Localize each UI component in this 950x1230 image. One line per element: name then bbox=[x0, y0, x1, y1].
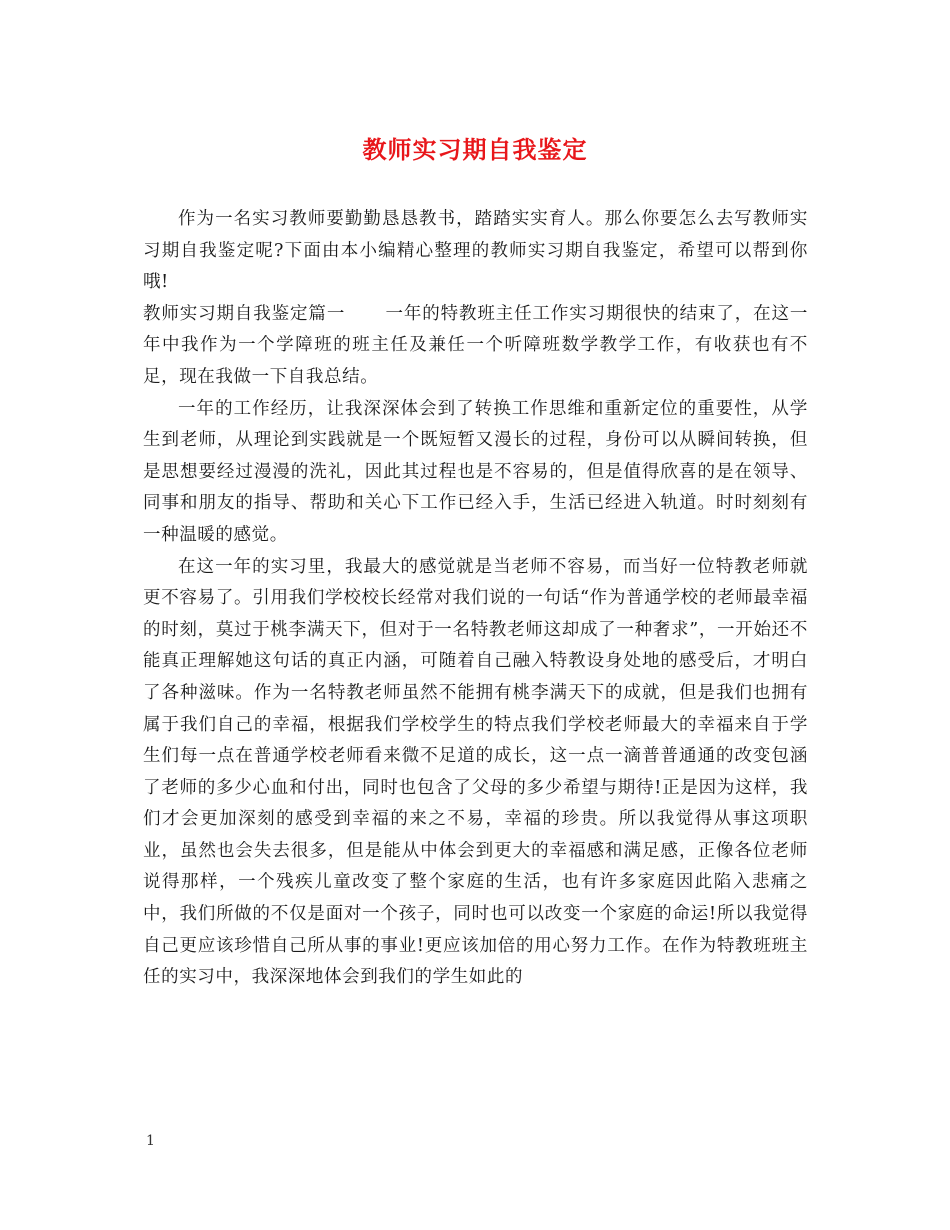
document-body bbox=[143, 204, 808, 994]
page-number: 1 bbox=[146, 1133, 155, 1149]
section-paragraph bbox=[143, 299, 808, 394]
section-heading: 教师实习期自我鉴定篇一 bbox=[143, 303, 346, 324]
document-title: 教师实习期自我鉴定 bbox=[362, 135, 588, 164]
section-first-text: 一年的特教班主任工作实习期很快的结束了，在这一年中我作为一个学障班的班主任及兼任一个听障班数学教学工作，有收获也有不足，现在我做一下自我总结。 bbox=[143, 303, 808, 387]
intro-paragraph: 作为一名实习教师要勤勤恳恳教书，踏踏实实育人。那么你要怎么去写教师实习期自我鉴定呢?下面由本小编精心整理的教师实习期自我鉴定，希望可以帮到你哦! bbox=[143, 209, 808, 293]
body-paragraph-3: 在这一年的实习里，我最大的感觉就是当老师不容易，而当好一位特教老师就更不容易了。引用我们学校校长经常对我们说的一句话“作为普通学校的老师最幸福的时刻，莫过于桃李满天下，但对于一名特教老师这却成了一种奢求”，一开始还不能真正理解她这句话的真正内涵，可随着自己融入特教设身处地的感受后，才明白了各种滋味。作为一名特教老师虽然不能拥有桃李满天下的成就，但是我们也拥有属于我们自己的幸福，根据我们学校学生的特点我们学校老师最大的幸福来自于学生们每一点在普通学校老师看来微不足道的成长，这一点一滴普普通通的改变包涵了老师的多少心血和付出，同时也包含了父母的多少希望与期待!正是因为这样，我们才会更加深刻的感受到幸福的来之不易，幸福的珍贵。所以我觉得从事这项职业，虽然也会失去很多，但是能从中体会到更大的幸福感和满足感，正像各位老师说得那样，一个残疾儿童改变了整个家庭的生活，也有许多家庭因此陷入悲痛之中，我们所做的不仅是面对一个孩子，同时也可以改变一个家庭的命运!所以我觉得自己更应该珍惜自己所从事的事业!更应该加倍的用心努力工作。在作为特教班班主任的实习中，我深深地体会到我们的学生如此的 bbox=[143, 556, 808, 988]
body-paragraph-2: 一年的工作经历，让我深深体会到了转换工作思维和重新定位的重要性，从学生到老师，从理论到实践就是一个既短暂又漫长的过程，身份可以从瞬间转换，但是思想要经过漫漫的洗礼，因此其过程也是不容易的，但是值得欣喜的是在领导、同事和朋友的指导、帮助和关心下工作已经入手，生活已经进入轨道。时时刻刻有一种温暖的感觉。 bbox=[143, 398, 808, 545]
